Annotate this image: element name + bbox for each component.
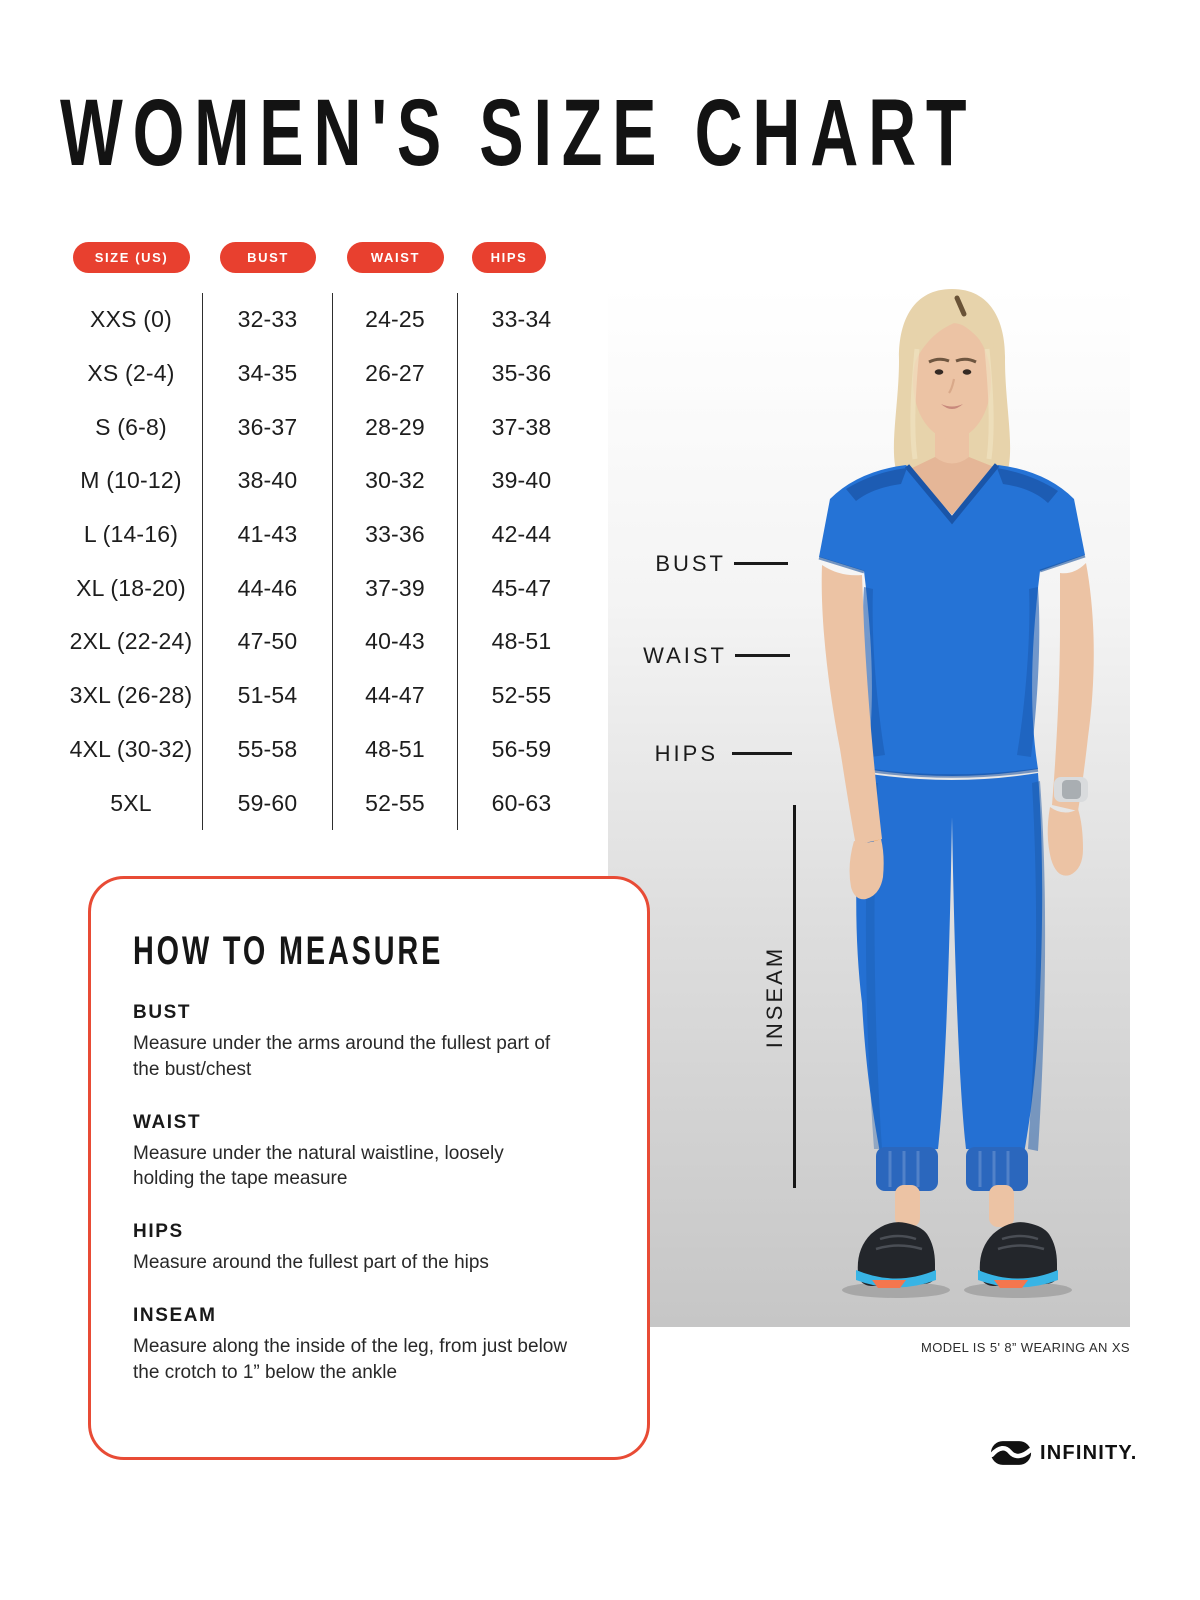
table-cell-hips: 60-63 (491, 789, 552, 816)
table-cell-hips: 42-44 (491, 521, 552, 548)
table-cell-hips: 52-55 (491, 682, 552, 709)
measure-section (133, 1002, 609, 1083)
how-to-measure-box (88, 876, 650, 1460)
page-title: WOMEN'S SIZE CHART (60, 80, 977, 186)
measure-section-text: Measure under the natural waistline, loosely holding the tape measure (133, 1142, 504, 1190)
measure-section-text: Measure around the fullest part of the hips (133, 1252, 489, 1274)
column-header-hips: HIPS (472, 242, 546, 273)
table-cell-waist: 37-39 (333, 561, 458, 615)
table-cell-size: 3XL (26-28) (60, 669, 203, 723)
measure-section-text: Measure along the inside of the leg, from just below the crotch to 1” below the ankle (133, 1336, 568, 1383)
brand-wordmark: INFINITY. (1040, 1441, 1138, 1464)
table-cell-hips: 35-36 (491, 360, 552, 387)
waist-measure-line (735, 654, 790, 657)
table-cell-hips: 56-59 (491, 735, 552, 762)
table-cell-waist: 48-51 (333, 723, 458, 777)
how-to-measure-title: HOW TO MEASURE (133, 929, 444, 973)
table-cell-bust: 44-46 (203, 561, 333, 615)
table-cell-waist: 28-29 (333, 400, 458, 454)
table-cell-size: XS (2-4) (60, 347, 203, 401)
table-cell-size: XL (18-20) (60, 561, 203, 615)
table-cell-hips: 39-40 (491, 467, 552, 494)
table-cell-bust: 41-43 (203, 508, 333, 562)
infinity-mark-icon (990, 1440, 1032, 1466)
table-cell-hips: 48-51 (491, 628, 552, 655)
table-cell-waist: 26-27 (333, 347, 458, 401)
hips-label: HIPS (654, 741, 718, 766)
brand-logo (990, 1440, 1137, 1466)
table-cell-size: 2XL (22-24) (60, 615, 203, 669)
hips-measure-line (732, 752, 792, 755)
size-table (60, 293, 585, 830)
table-cell-bust: 55-58 (203, 723, 333, 777)
measure-section-label: BUST (133, 1002, 192, 1023)
table-cell-bust: 59-60 (203, 776, 333, 830)
column-header-bust: BUST (220, 242, 316, 273)
table-cell-hips: 37-38 (491, 413, 552, 440)
table-cell-waist: 44-47 (333, 669, 458, 723)
model-photo (608, 287, 1130, 1327)
measure-section-label: HIPS (133, 1221, 184, 1243)
table-cell-hips: 45-47 (491, 574, 552, 601)
table-cell-bust: 47-50 (203, 615, 333, 669)
table-cell-bust: 51-54 (203, 669, 333, 723)
measure-section-label: WAIST (133, 1111, 202, 1133)
table-cell-waist: 40-43 (333, 615, 458, 669)
table-cell-size: 4XL (30-32) (60, 723, 203, 777)
column-header-size: SIZE (US) (73, 242, 190, 273)
table-cell-waist: 33-36 (333, 508, 458, 562)
column-header-waist: WAIST (347, 242, 444, 273)
table-cell-size: 5XL (60, 776, 203, 830)
table-cell-hips: 33-34 (491, 306, 552, 333)
measure-section-text: Measure under the arms around the fullest part of the bust/chest (133, 1033, 551, 1080)
waist-label: WAIST (643, 643, 727, 668)
table-cell-bust: 38-40 (203, 454, 333, 508)
table-cell-bust: 34-35 (203, 347, 333, 401)
table-cell-waist: 24-25 (333, 293, 458, 347)
measure-section (133, 1305, 609, 1386)
table-cell-size: L (14-16) (60, 508, 203, 562)
table-cell-size: S (6-8) (60, 400, 203, 454)
table-cell-waist: 30-32 (333, 454, 458, 508)
table-cell-bust: 32-33 (203, 293, 333, 347)
table-cell-size: M (10-12) (60, 454, 203, 508)
model-illustration (608, 287, 1130, 1327)
inseam-measure-line (793, 805, 796, 1188)
table-cell-bust: 36-37 (203, 400, 333, 454)
measure-section (133, 1221, 609, 1276)
inseam-label: INSEAM (762, 945, 787, 1049)
measure-section-label: INSEAM (133, 1305, 217, 1327)
table-cell-size: XXS (0) (60, 293, 203, 347)
measure-sections (133, 1002, 609, 1386)
bust-measure-line (734, 562, 788, 565)
bust-label: BUST (655, 551, 726, 576)
model-caption: MODEL IS 5' 8” WEARING AN XS (921, 1340, 1130, 1355)
table-cell-waist: 52-55 (333, 776, 458, 830)
measure-section (133, 1112, 609, 1193)
